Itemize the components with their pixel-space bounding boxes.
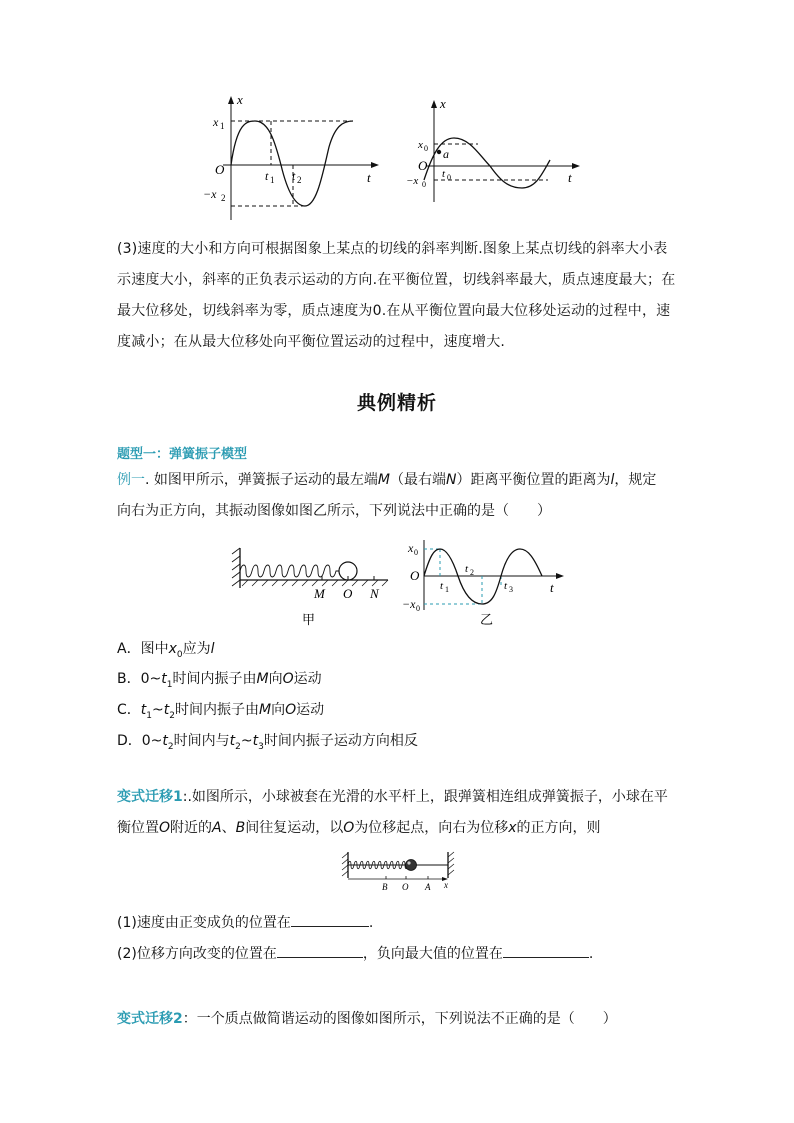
svg-text:2: 2 (470, 568, 474, 577)
example-label: 例一 (117, 472, 145, 488)
sine-curve (231, 121, 353, 206)
svg-text:1: 1 (270, 175, 275, 185)
svg-text:0: 0 (416, 604, 420, 613)
option-D: D．$0\sim t_2$时间内与$t_2\sim t_3$时间内振子运动方向相反 (117, 733, 418, 752)
neg-x0-label: −x (402, 597, 416, 611)
point-N-label: N (370, 586, 379, 601)
t-axis-label: t (550, 580, 554, 595)
variant-1-line-2: 衡位置O附近的A、B间往复运动，以O为位移起点，向右为位移x的正方向，则 (117, 820, 601, 836)
origin-label: O (418, 158, 428, 173)
caption-yi: 乙 (480, 612, 494, 627)
rod-spring-figure (340, 848, 458, 894)
t2-label: t (292, 169, 296, 183)
a-label: a (443, 147, 449, 161)
t1-label: t (440, 580, 444, 592)
t3-label: t (504, 580, 508, 592)
x0-label: x (408, 541, 414, 555)
x-axis-label: x (444, 880, 448, 890)
variant-2-label: 变式迁移2 (117, 1011, 183, 1027)
svg-text:0: 0 (447, 173, 451, 182)
variant-2-line: 变式迁移2：一个质点做简谐运动的图像如图所示，下列说法不正确的是（ ） (117, 1011, 617, 1027)
svg-text:0: 0 (422, 180, 426, 189)
spring (348, 861, 408, 869)
example-1-line-1: 例一. 如图甲所示，弹簧振子运动的最左端M（最右端N）距离平衡位置的距离为l，规定 (117, 472, 657, 488)
neg-x2-label: −x (203, 187, 217, 201)
point-B-label: B (382, 882, 388, 892)
point-A-label: A (425, 882, 431, 892)
x0-label: x (418, 139, 423, 151)
svg-text:1: 1 (220, 121, 225, 131)
answer-blank-2[interactable] (277, 945, 363, 958)
point-O-label: O (402, 882, 409, 892)
displacement-time-graph-2 (398, 96, 588, 206)
origin-label: O (215, 162, 225, 177)
svg-text:0: 0 (424, 144, 428, 153)
paragraph-3: (3)速度的大小和方向可根据图象上某点的切线的斜率判断.图象上某点切线的斜率大小表示速度大小，斜率的正负表示运动的方向.在平衡位置，切线斜率最大，质点速度最大；在最大位移处，切线斜率为零，质点速度为0.在从平衡位置向最大位移处运动的过程中，速度减小；在从最大位移处向平衡位置运动的过程中，速度增大. (117, 241, 676, 350)
answer-blank-1[interactable] (291, 914, 369, 927)
t-axis-label: t (367, 170, 371, 185)
t0-label: t (442, 168, 446, 180)
svg-text:0: 0 (414, 548, 418, 557)
displacement-time-graph-1 (195, 92, 385, 224)
ball (406, 860, 417, 871)
option-B: B．$0\sim t_1$时间内振子由M向O运动 (117, 671, 322, 690)
answer-blank-3[interactable] (503, 945, 589, 958)
vibration-graph-figure (400, 536, 570, 628)
t2-label: t (465, 563, 469, 575)
svg-text:2: 2 (221, 193, 226, 203)
point-M-label: M (314, 586, 325, 601)
x-axis-label: x (440, 96, 446, 111)
spring-oscillator-figure (228, 540, 398, 628)
variant-1-question-2: (2)位移方向改变的位置在 ，负向最大值的位置在 . (117, 946, 594, 962)
variant-1-line-1: 变式迁移1:.如图所示，小球被套在光滑的水平杆上，跟弹簧相连组成弹簧振子，小球在平 (117, 789, 668, 805)
option-A: A．图中$x_0$应为l (117, 641, 215, 660)
svg-text:1: 1 (445, 585, 449, 594)
caption-jia: 甲 (302, 612, 316, 627)
variant-1-question-1: (1)速度由正变成负的位置在 . (117, 915, 374, 931)
svg-text:3: 3 (509, 585, 513, 594)
x-axis-label: x (237, 92, 243, 107)
neg-x0-label: −x (406, 175, 419, 187)
section-title: 典例精析 (356, 392, 437, 414)
origin-label: O (410, 568, 420, 583)
spring (240, 565, 342, 577)
x1-label: x (213, 115, 219, 129)
option-C: C．$t_1\sim t_2$时间内振子由M向O运动 (117, 702, 325, 721)
variant-1-label: 变式迁移1 (117, 789, 183, 805)
svg-text:2: 2 (297, 175, 302, 185)
point-O-label: O (343, 586, 353, 601)
t1-label: t (265, 169, 269, 183)
type-heading: 题型一：弹簧振子模型 (117, 447, 248, 462)
example-1-line-2: 向右为正方向，其振动图像如图乙所示，下列说法中正确的是（ ） (117, 503, 551, 519)
point-a (437, 150, 441, 154)
t-axis-label: t (568, 170, 572, 185)
